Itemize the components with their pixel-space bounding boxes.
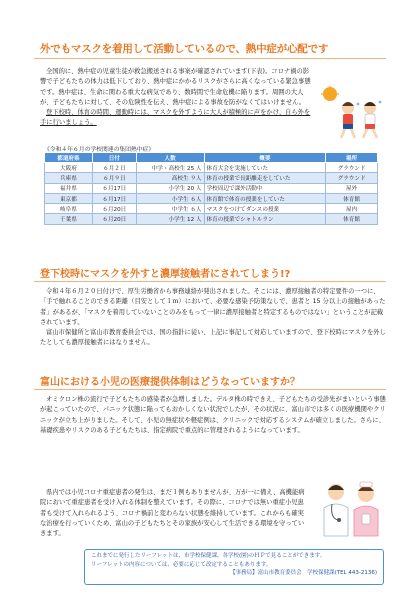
section1-paragraph-2: 登下校時、体育の時間、運動時には、マスクを外すように大人が積極的に声をかけ、自ら外を手に行いましょう。 <box>40 109 311 127</box>
cell-count: 小学生 12 人 <box>136 214 204 224</box>
cell-summary: 体育大会を実施していた <box>204 163 326 173</box>
section3-body <box>40 395 386 436</box>
cell-count: 小学生 ６人 <box>136 193 204 203</box>
table-header-row <box>45 153 378 163</box>
cell-date: ６月17日 <box>92 193 136 203</box>
header-date: 日付 <box>92 153 136 163</box>
cell-prefecture: 兵庫県 <box>45 173 93 183</box>
section2-body <box>40 287 386 349</box>
header-prefecture: 都道府県 <box>45 153 93 163</box>
running-kids-illustration <box>318 86 390 142</box>
section3-title: 富山における小児の医療提供体制はどうなっていますか？ <box>40 377 300 388</box>
sun-icon <box>323 87 337 101</box>
cell-prefecture: 岐阜県 <box>45 204 93 214</box>
child-1-shirt <box>343 114 353 125</box>
table-row <box>45 163 378 173</box>
notice-contact: 【事務局】富山市教育委員会 学校保健課(TEL 443-2136) <box>230 570 377 576</box>
cell-place: 屋外 <box>326 183 378 193</box>
cell-count: 小学生 20 人 <box>136 183 204 193</box>
cell-prefecture: 大阪府 <box>45 163 93 173</box>
cell-count: 中学・高校生 25 人 <box>136 163 204 173</box>
section3-rule <box>34 389 386 390</box>
child-2-shirt <box>365 114 375 125</box>
cell-summary: 体育の授業でシャトルラン <box>204 214 326 224</box>
medical-staff-illustration <box>316 478 388 540</box>
cell-count: 高校生 ９人 <box>136 173 204 183</box>
header-summary: 概要 <box>204 153 326 163</box>
cell-summary: 体育の授業で長距離走をしていた <box>204 173 326 183</box>
section3-paragraph-1: オミクロン株の流行で子どもたちの感染者が急増しました。デルタ株の時できえ、子どもたちの受診先がまいという事態が起こっていたので、パニック状態に陥ってもおかしくない状況でしたが、その状況に、富山市では多くの医療機関やクリニックが立ち上がりました。そして、小児の無症状や軽症例は、クリニックで対応するシステムが確立しました。さらに、基礎疾患やリスクのある子どもたちは、指定病院で重点的に管理されるようになっています。 <box>40 396 386 434</box>
cell-summary: 学校周辺で課外活動中 <box>204 183 326 193</box>
clipboard-icon <box>362 514 370 524</box>
table-row <box>45 193 378 203</box>
cell-prefecture: 福井県 <box>45 183 93 193</box>
section2-paragraph-2: 富山市保健所と富山市教育委員会では、国の指針に従い、上記に事記して対応していますので、登下校時にマスクを外したとしても濃厚接触者にはなりません。 <box>40 329 386 347</box>
doctor-coat <box>324 504 348 536</box>
cell-date: ６月17日 <box>92 183 136 193</box>
notice-line-2: リーフレットの内容については、必要に応じて改定することもあります。 <box>91 561 272 568</box>
cell-prefecture: 千葉県 <box>45 214 93 224</box>
cell-place: 体育館 <box>326 193 378 203</box>
cell-prefecture: 東京都 <box>45 193 93 203</box>
section1-body <box>40 67 314 129</box>
section2-paragraph-1: 令和４年６月２０日付けで、厚生労働省から事務連絡が発出されました。そこには、濃厚接触者の特定要件の一つに、「手で触れることのできる距離（目安として１ｍ）において、必要な感染予防策なしで、患者と 15 分以上の接触があった者」があるが、「マスクを着用していないことのみをもって一律に濃厚接触者と特定するものではない」ということが記載されています。 <box>40 288 386 326</box>
table-row <box>45 204 378 214</box>
cell-count: 中学生 ６人 <box>136 204 204 214</box>
section2-rule <box>34 281 386 282</box>
section1-title: 外でもマスクを着用して活動しているので、熱中症が心配です <box>40 43 329 55</box>
cell-date: ６月９日 <box>92 173 136 183</box>
section1-rule <box>34 58 386 59</box>
heatstroke-table <box>44 152 378 225</box>
header-count: 人数 <box>136 153 204 163</box>
table-row <box>45 173 378 183</box>
nurse-cap-icon <box>360 482 372 487</box>
notice-line-1: これまでに発行したリーフレットは、市学校保健課、各学校(園)のＨＰで見ることができます。 <box>91 553 326 559</box>
section1-paragraph-1: 全国的に、熱中症の児童生徒が救急搬送される事案が確認されています(下表)。コロナ禍の影響で子どもたちの体力は低下しており、熱中症にかかるリスクがさらに高くなっている緊急事態です。熱中症は、生命に関わる重大な病気であり、数時間で生命危機に陥ります。周囲の大人が、子どもたちに対して、その危険性を伝え、熱中症による事故を防がなくてはいけません。 <box>40 68 311 106</box>
cell-summary: 体育館で体育の授業をしていた <box>204 193 326 203</box>
table-caption: 《令和４年６月の学校関連の集団熱中症》 <box>44 147 155 153</box>
cell-date: ６月20日 <box>92 204 136 214</box>
header-place: 場所 <box>326 153 378 163</box>
notice-box <box>84 549 384 585</box>
cell-place: 屋内 <box>326 204 378 214</box>
section2-title: 登下校時にマスクを外すと濃厚接触者にされてしまう!? <box>40 269 291 280</box>
cell-place: グラウンド <box>326 173 378 183</box>
section3-body-2 <box>40 488 308 539</box>
section3-paragraph-2: 県内では小児コロナ重症患者の発生は、まだ１例もありませんが、万が一に備え、高機能病院において重症患者を受け入れる体制を整えています。その際に、コロナでは無い重症小児患者も受けて入れられるよう、コロナ禍前と変わらない状態を維持しています。これからも確実な治療を行っていくため、富山の子どもたちとその家族が安心して生活できる環境を守っていきます。 <box>40 489 305 538</box>
cell-summary: マスクをつけてダンスの授業 <box>204 204 326 214</box>
table-row <box>45 214 378 224</box>
cell-place: 体育館 <box>326 214 378 224</box>
cell-place: グラウンド <box>326 163 378 173</box>
cell-date: ６月２日 <box>92 163 136 173</box>
cell-date: ６月20日 <box>92 214 136 224</box>
table-row <box>45 183 378 193</box>
